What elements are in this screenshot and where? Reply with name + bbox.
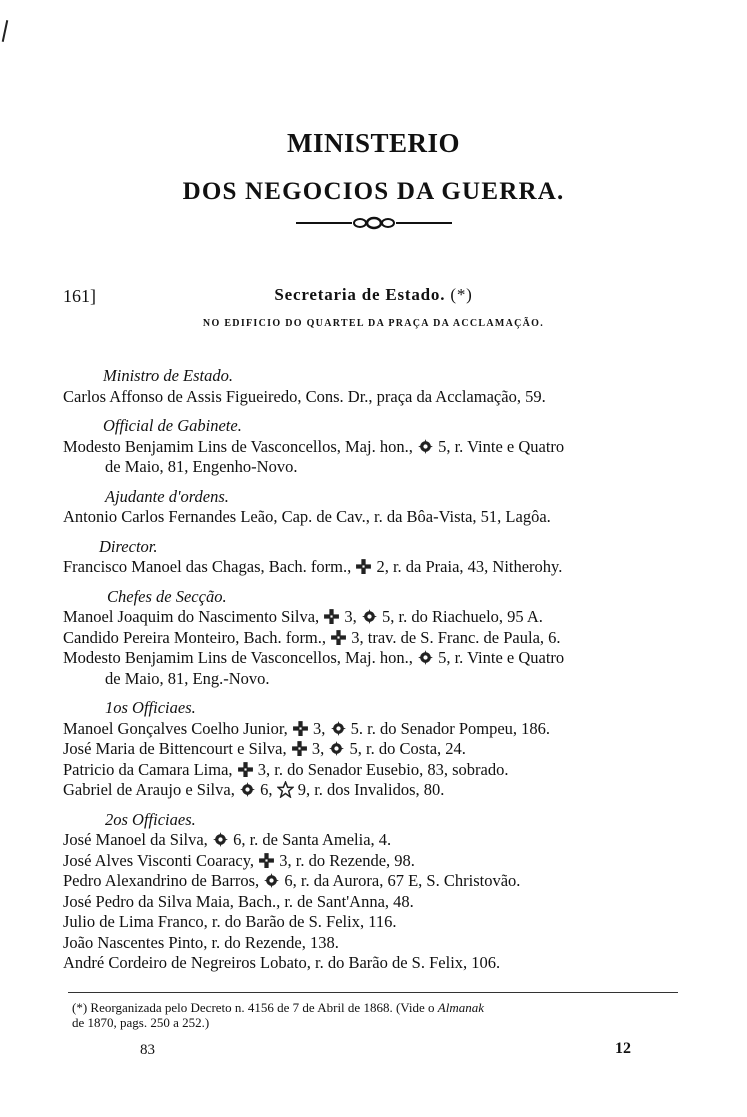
heading-ajudante: Ajudante d'ordens. (105, 486, 229, 506)
rose-order-icon (239, 781, 256, 798)
entry-text: 5, r. Vinte e Quatro (438, 436, 565, 456)
entry-text: 3, (344, 607, 357, 626)
footnote-divider (68, 992, 678, 993)
heading-ministro: Ministro de Estado. (103, 366, 234, 385)
heading-chefes: Chefes de Secção. (107, 586, 227, 606)
ornament-divider (0, 216, 747, 235)
cross-order-icon (323, 608, 340, 625)
star-order-icon (277, 781, 294, 798)
signature-number: 83 (140, 1042, 155, 1058)
list-item: Antonio Carlos Fernandes Leão, Cap. de Cav., r. da Bôa-Vista, 51, Lagôa. (63, 507, 551, 526)
list-item (63, 851, 688, 872)
list-item (63, 437, 688, 458)
entry-text: 6, (260, 780, 273, 799)
list-item (63, 760, 688, 781)
footnote-line: de 1870, pags. 250 a 252.) (72, 1015, 210, 1030)
list-item (63, 648, 688, 669)
footnote-line (72, 1000, 682, 1015)
heading-director: Director. (99, 536, 158, 556)
list-item (63, 607, 688, 628)
rose-order-icon (212, 831, 229, 848)
heading-segundos-officiaes: 2os Officiaes. (105, 809, 196, 829)
entry-text: José Maria de Bittencourt e Silva, (63, 739, 287, 758)
entry-text: 5, r. do Riachuelo, 95 A. (382, 607, 543, 626)
ministry-subtitle: DOS NEGOCIOS DA GUERRA. (182, 178, 565, 205)
cross-order-icon (355, 558, 372, 575)
footnote-text: (*) Reorganizada pelo Decreto n. 4156 de 7 de Abril de 1868. (Vide o (72, 1000, 435, 1015)
footnote (72, 1000, 682, 1030)
entry-text: 3, (313, 718, 326, 738)
entry-text: Manoel Joaquim do Nascimento Silva, (63, 607, 320, 626)
entry-text: Manoel Gonçalves Coelho Junior, (63, 718, 288, 738)
list-item (63, 557, 688, 578)
cross-order-icon (291, 740, 308, 757)
entry-text: 3, trav. de S. Franc. de Paula, 6. (351, 627, 561, 647)
rose-order-icon (417, 438, 434, 455)
entry-text: 5, r. Vinte e Quatro (438, 648, 565, 667)
entry-text: 3, r. do Rezende, 98. (279, 850, 415, 870)
entry-text: Pedro Alexandrino de Barros, (63, 871, 260, 890)
entry-text: Patricio da Camara Lima, (63, 759, 233, 779)
cross-order-icon (258, 852, 275, 869)
ministry-title: MINISTERIO (286, 128, 461, 158)
section-location: NO EDIFICIO DO QUARTEL DA PRAÇA DA ACCLAMAÇÃO. (202, 318, 545, 329)
cross-order-icon (237, 761, 254, 778)
rose-order-icon (361, 608, 378, 625)
entry-text: 9, r. dos Invalidos, 80. (297, 780, 445, 799)
scan-edge-mark (2, 20, 9, 42)
list-item (63, 871, 688, 892)
list-item (63, 739, 688, 760)
entry-text: 5. r. do Senador Pompeu, 186. (350, 718, 551, 738)
rose-order-icon (263, 872, 280, 889)
list-item: Julio de Lima Franco, r. do Barão de S. Felix, 116. (63, 912, 397, 931)
list-item (63, 628, 688, 649)
rose-order-icon (328, 740, 345, 757)
list-item-continuation: de Maio, 81, Engenho-Novo. (105, 457, 298, 476)
list-item: José Pedro da Silva Maia, Bach., r. de Sant'Anna, 48. (63, 891, 414, 911)
section-title (0, 285, 747, 305)
entry-text: 6, r. da Aurora, 67 E, S. Christovão. (284, 871, 521, 890)
section-title-text: Secretaria de Estado. (274, 285, 446, 304)
list-item-continuation: de Maio, 81, Eng.-Novo. (105, 668, 270, 688)
list-item: João Nascentes Pinto, r. do Rezende, 138. (63, 932, 339, 952)
entry-text: José Alves Visconti Coaracy, (63, 850, 255, 870)
entry-text: Francisco Manoel das Chagas, Bach. form., (63, 557, 352, 576)
footnote-mark: (*) (450, 285, 473, 304)
entry-text: Modesto Benjamim Lins de Vasconcellos, Maj. hon., (63, 648, 413, 667)
rose-order-icon (330, 720, 347, 737)
list-item: Carlos Affonso de Assis Figueiredo, Cons. Dr., praça da Acclamação, 59. (63, 386, 546, 406)
entry-text: 6, r. de Santa Amelia, 4. (233, 830, 392, 849)
page-number: 12 (615, 1040, 631, 1057)
entry-text: Modesto Benjamim Lins de Vasconcellos, Maj. hon., (63, 436, 413, 456)
list-item (63, 719, 688, 740)
rose-order-icon (417, 649, 434, 666)
list-item (63, 830, 688, 851)
entry-text: 2, r. da Praia, 43, Nitherohy. (376, 557, 563, 576)
entry-text: José Manoel da Silva, (63, 830, 208, 849)
entry-number: 161] (63, 286, 96, 306)
heading-gabinete: Official de Gabinete. (103, 416, 242, 435)
list-item: André Cordeiro de Negreiros Lobato, r. do Barão de S. Felix, 106. (63, 953, 501, 972)
entry-text: 5, r. do Costa, 24. (349, 739, 466, 758)
entry-text: Gabriel de Araujo e Silva, (63, 780, 235, 799)
staff-list (63, 366, 688, 974)
entry-text: Candido Pereira Monteiro, Bach. form., (63, 627, 327, 647)
footnote-emphasis: Almanak (437, 1000, 484, 1015)
cross-order-icon (330, 629, 347, 646)
entry-text: 3, r. do Senador Eusebio, 83, sobrado. (257, 759, 509, 779)
heading-primeiros-officiaes: 1os Officiaes. (105, 698, 196, 717)
cross-order-icon (292, 720, 309, 737)
entry-text: 3, (311, 739, 325, 758)
list-item (63, 780, 688, 801)
